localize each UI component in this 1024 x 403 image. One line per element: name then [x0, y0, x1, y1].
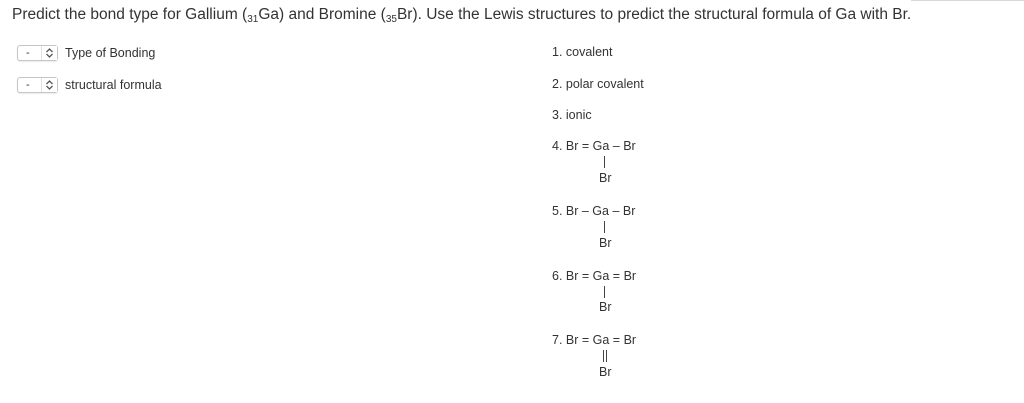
type-of-bonding-label: Type of Bonding [65, 46, 156, 60]
select-value: - [26, 47, 30, 59]
up-down-chevron-icon [41, 46, 57, 60]
structural-formula-row [17, 77, 162, 93]
option-6: 6. Br = Ga = Br [552, 269, 637, 283]
select-value: - [26, 79, 30, 91]
double-bond-line-left [603, 350, 604, 362]
single-bond-line [604, 221, 605, 233]
option-6-bottom-atom: Br [599, 300, 612, 314]
up-down-chevron-icon [41, 78, 57, 92]
option-7: 7. Br = Ga = Br [552, 333, 637, 347]
single-bond-line [604, 156, 605, 168]
question-text: Predict the bond type for Gallium $(_{31}Ga)$ and Bromine $(_{35}Br)$. Use the Lewis structures to predict the structural formula of Ga with Br. [12, 6, 912, 25]
single-bond-line [604, 286, 605, 298]
option-1: 1. covalent [552, 45, 613, 59]
structural-formula-label: structural formula [65, 78, 162, 92]
structural-formula-select[interactable] [17, 77, 58, 93]
option-5-bottom-atom: Br [599, 236, 612, 250]
option-2: 2. polar covalent [552, 77, 644, 91]
double-bond-line-right [606, 350, 607, 362]
option-5: 5. Br – Ga – Br [552, 204, 636, 218]
option-3: 3. ionic [552, 108, 592, 122]
option-4: 4. Br = Ga – Br [552, 139, 636, 153]
option-7-bottom-atom: Br [599, 365, 612, 379]
type-of-bonding-select[interactable] [17, 45, 58, 61]
type-of-bonding-row [17, 45, 155, 61]
top-edge-line [911, 0, 1024, 4]
option-4-bottom-atom: Br [599, 171, 612, 185]
